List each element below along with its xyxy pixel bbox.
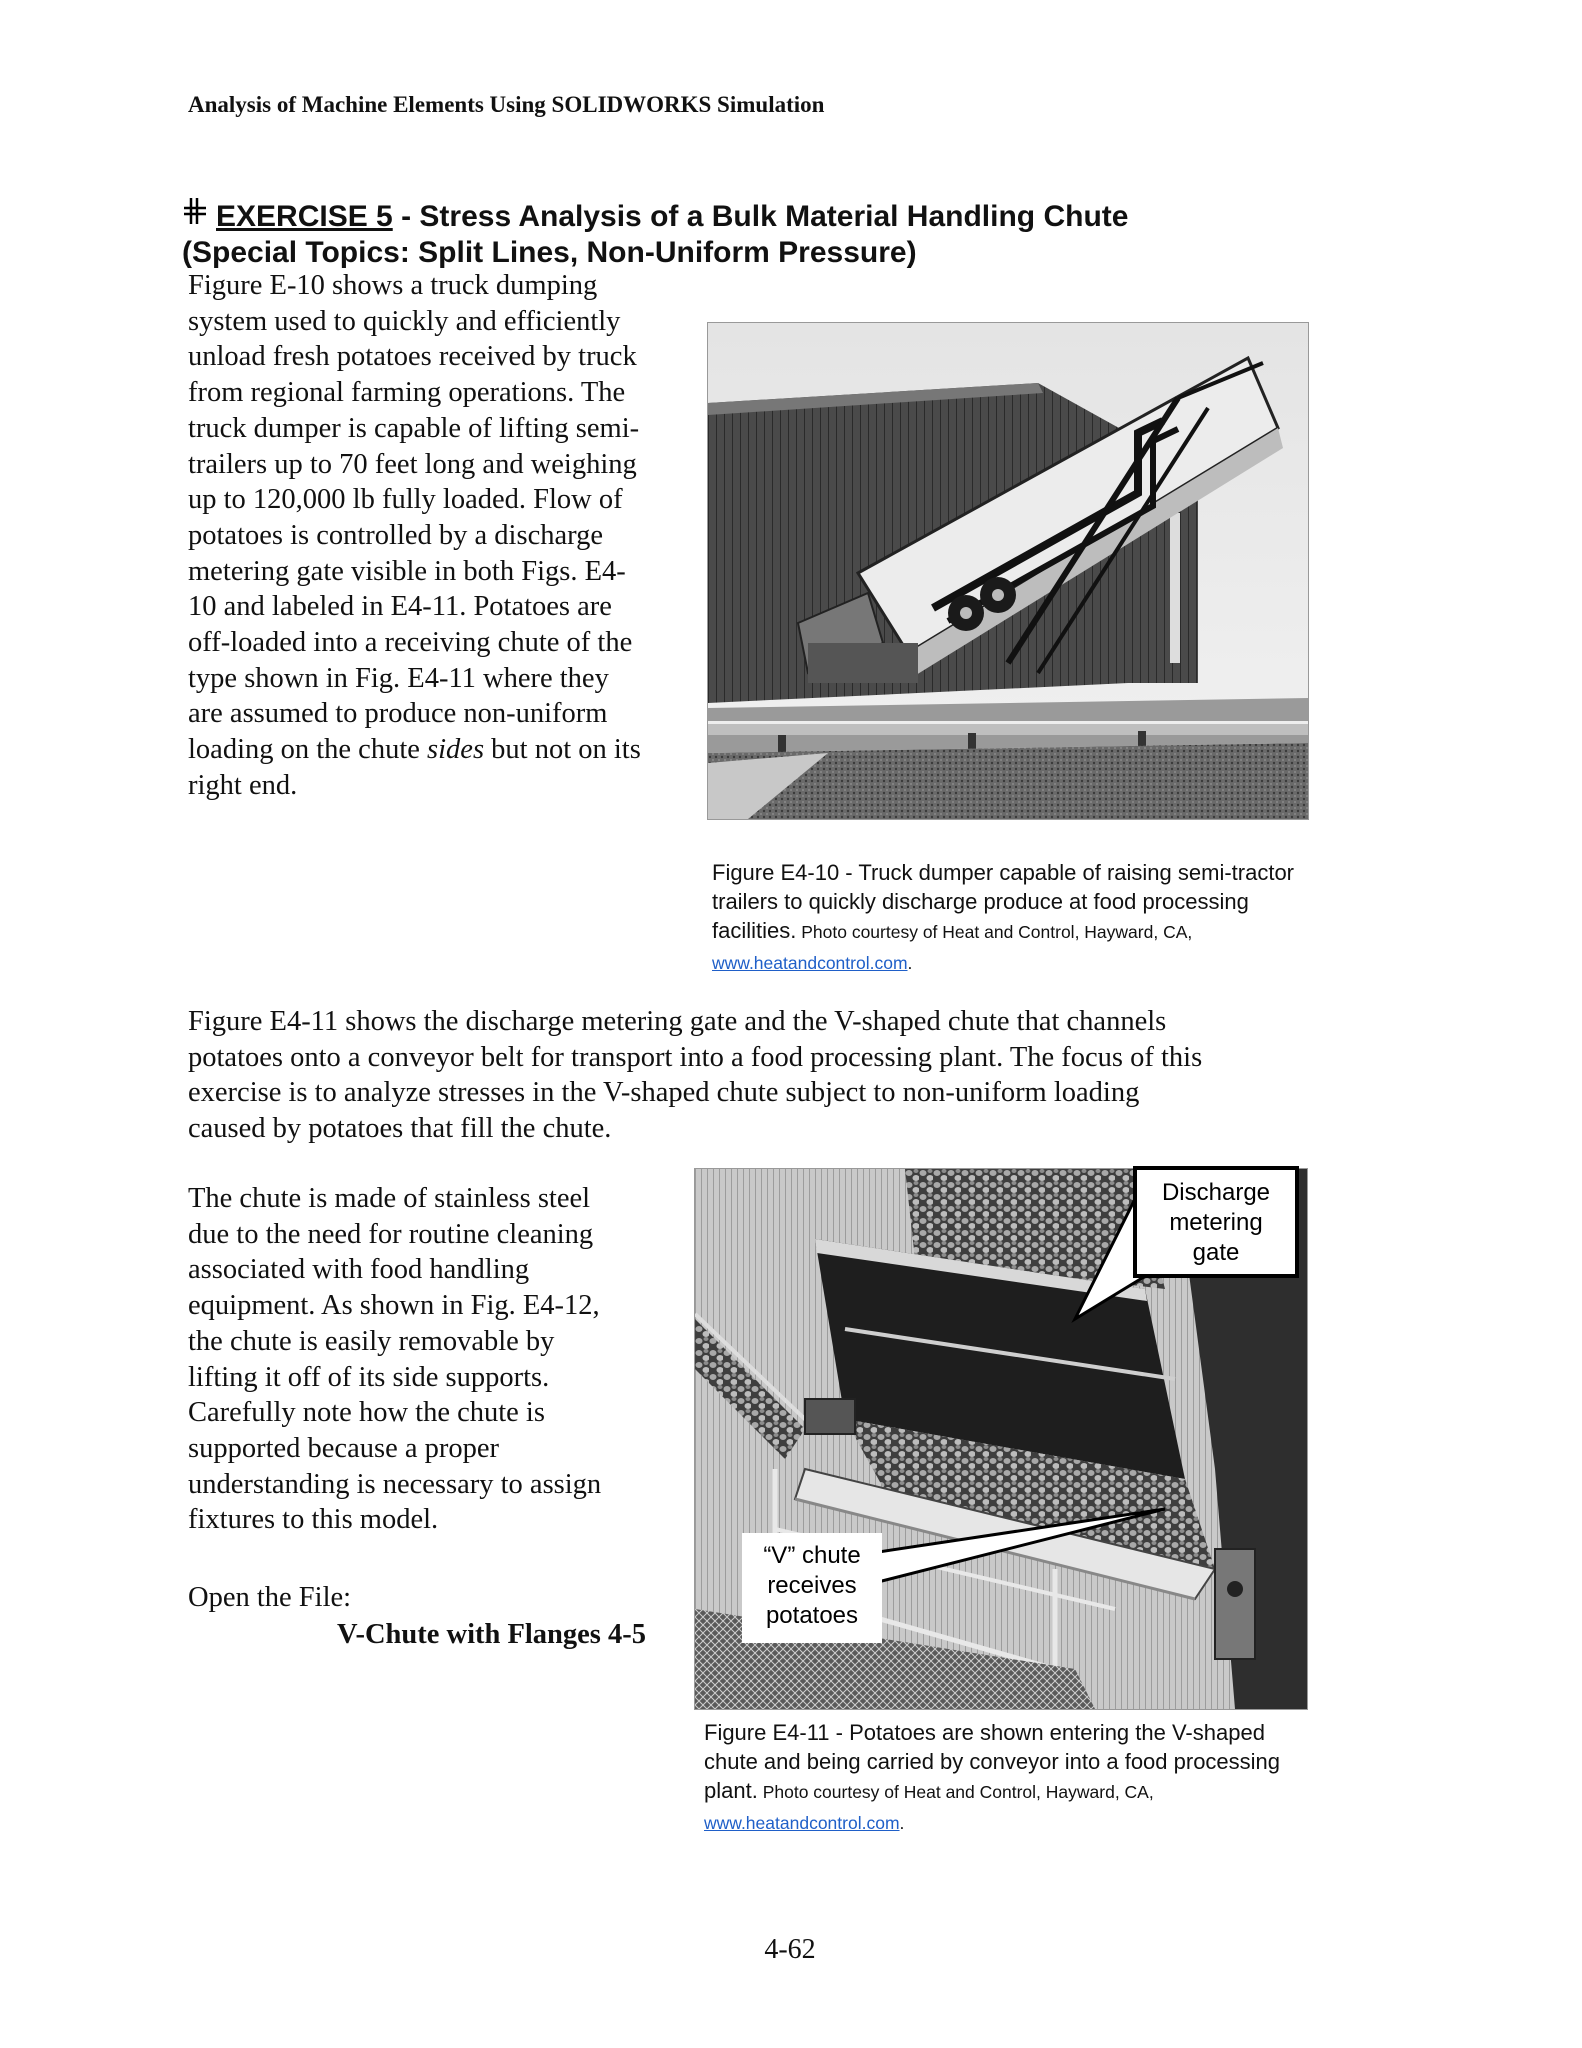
caption-credit: Photo courtesy of Heat and Control, Hayward, CA, [796,922,1193,942]
caption-credit: Photo courtesy of Heat and Control, Hayward, CA, [757,1782,1154,1802]
text-line: potatoes onto a conveyor belt for transport into a food processing plant. The focus of this [188,1041,1203,1073]
discharge-gate-callout [1133,1166,1299,1278]
open-file-name: V-Chute with Flanges 4-5 [337,1619,647,1650]
text-line: right end. [188,769,298,801]
text-line: off-loaded into a receiving chute of the [188,627,633,659]
text-run: but not on its [484,734,641,766]
chute-icon [182,196,212,235]
text-line: Carefully note how the chute is [188,1397,545,1429]
v-chute-callout [742,1533,882,1643]
chute-intro-paragraph [188,1004,1318,1147]
text-line: unload fresh potatoes received by truck [188,341,637,373]
text-line: up to 120,000 lb fully loaded. Flow of [188,484,623,516]
intro-paragraph [188,268,688,804]
text-line: Figure E4-11 shows the discharge metering gate and the V-shaped chute that channels [188,1006,1167,1037]
caption-text: Figure E4-11 - Potatoes are shown entering the V-shaped chute and being carried by conveyor into a food processing plant. [704,1720,1281,1803]
text-line: metering gate visible in both Figs. E4- [188,555,626,587]
text-line: the chute is easily removable by [188,1325,555,1357]
text-line: supported because a proper [188,1432,499,1464]
text-line: truck dumper is capable of lifting semi- [188,412,640,444]
text-line [188,732,688,768]
caption-link[interactable]: www.heatandcontrol.com [712,953,908,973]
running-header: Analysis of Machine Elements Using SOLIDWORKS Simulation [188,92,825,117]
text-line: 10 and labeled in E4-11. Potatoes are [188,591,612,623]
text-line: exercise is to analyze stresses in the V-shaped chute subject to non-uniform loading [188,1077,1140,1109]
caption-text: Figure E4-10 - Truck dumper capable of raising semi-tractor trailers to quickly discharge produce at food processing facilities. [712,860,1295,943]
caption-end: . [907,953,913,973]
callout-line: “V” chute [763,1542,861,1569]
callout-line: potatoes [765,1602,859,1629]
exercise-label: EXERCISE 5 [216,200,393,233]
text-line: equipment. As shown in Fig. E4-12, [188,1290,600,1322]
text-line: are assumed to produce non-uniform [188,698,608,730]
figure-e4-11-caption [704,1718,1324,1838]
callout-line: receives [767,1572,857,1599]
emphasis: sides [427,734,485,766]
text-line: caused by potatoes that fill the chute. [188,1113,612,1145]
text-line: system used to quickly and efficiently [188,305,621,337]
figure-e4-10-caption [712,858,1312,978]
text-line: from regional farming operations. The [188,377,626,409]
text-line: potatoes is controlled by a discharge [188,519,603,551]
chute-support-paragraph [188,1181,668,1538]
text-run: loading on the chute [188,734,428,766]
text-line: Figure E-10 shows a truck dumping [188,270,598,301]
text-line: understanding is necessary to assign [188,1468,602,1500]
caption-link[interactable]: www.heatandcontrol.com [704,1813,900,1833]
text-line: associated with food handling [188,1254,530,1286]
text-line: trailers up to 70 feet long and weighing [188,448,637,480]
text-line: lifting it off of its side supports. [188,1361,550,1393]
page-number: 4-62 [764,1934,816,1965]
text-line: fixtures to this model. [188,1504,439,1536]
text-line: due to the need for routine cleaning [188,1218,594,1250]
caption-end: . [899,1813,905,1833]
exercise-title [182,196,1342,271]
truck-dumper-photo [707,322,1309,820]
exercise-title-text: - Stress Analysis of a Bulk Material Handling Chute [392,200,1129,233]
text-line: type shown in Fig. E4-11 where they [188,662,609,694]
exercise-subtitle: (Special Topics: Split Lines, Non-Uniform Pressure) [182,236,917,269]
text-line: The chute is made of stainless steel [188,1183,591,1214]
callout-line: metering [1169,1209,1263,1236]
open-file-label: Open the File: [188,1582,352,1613]
callout-line: gate [1192,1239,1240,1266]
callout-line: Discharge [1161,1179,1271,1206]
